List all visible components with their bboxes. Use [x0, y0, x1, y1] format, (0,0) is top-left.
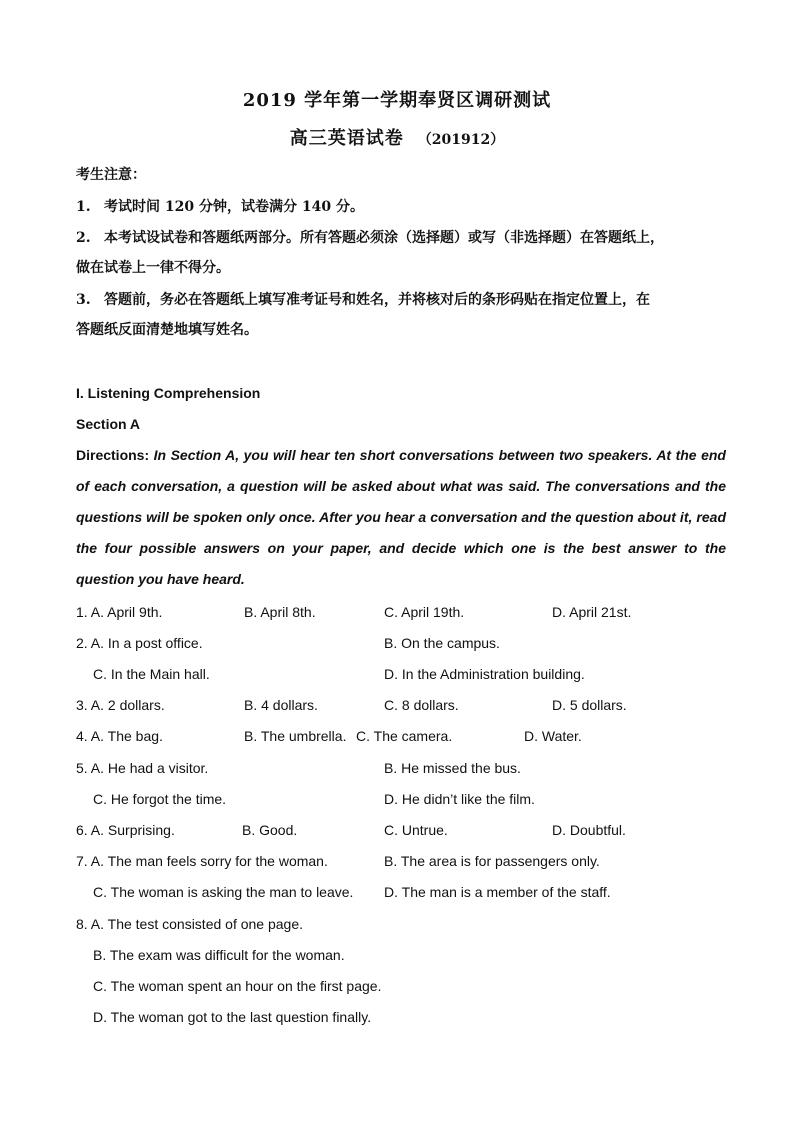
notice-item-3-continued: 答题纸反面清楚地填写姓名。 — [76, 322, 258, 338]
q1-option-d: D. April 21st. — [552, 604, 632, 620]
notice-item-number: 1. — [76, 199, 91, 215]
q2-option-b: B. On the campus. — [384, 635, 500, 651]
q5-option-a: 5. A. He had a visitor. — [76, 760, 209, 776]
q6-option-a: 6. A. Surprising. — [76, 822, 175, 838]
directions-text: In Section A, you will hear ten short conversations between two speakers. At the end of each conversation, a question will be asked about what was said. The conversations and the questions will be spoken only once. After you hear a conversation and the question about it, read the four possible answers on your paper, and decide which one is the best answer to the question you have heard. — [76, 447, 726, 587]
q6-option-b: B. Good. — [242, 822, 298, 838]
notice-item-2-continued: 做在试卷上一律不得分。 — [76, 260, 230, 276]
q8-option-b: B. The exam was difficult for the woman. — [93, 947, 345, 963]
notice-item-number: 2. — [76, 230, 91, 246]
q7-option-b: B. The area is for passengers only. — [384, 853, 600, 869]
q7-option-d: D. The man is a member of the staff. — [384, 884, 611, 900]
q8-option-d: D. The woman got to the last question finally. — [93, 1009, 372, 1025]
q1-option-b: B. April 8th. — [244, 604, 316, 620]
subtitle-text: 高三英语试卷 — [289, 128, 404, 149]
q5-option-c: C. He forgot the time. — [93, 791, 227, 807]
q7-option-c: C. The woman is asking the man to leave. — [93, 884, 354, 900]
exam-code: （201912） — [417, 132, 505, 148]
notice-item-2 — [76, 223, 726, 253]
notice-item-number: 3. — [76, 292, 91, 308]
q4-option-b: B. The umbrella. — [244, 728, 347, 744]
q4-option-a: 4. A. The bag. — [76, 728, 163, 744]
directions-label: Directions: — [76, 447, 150, 463]
notice-item-text: 本考试设试卷和答题纸两部分。所有答题必须涂（选择题）或写（非选择题）在答题纸上， — [104, 230, 664, 246]
q6-option-c: C. Untrue. — [384, 822, 448, 838]
q5-option-d: D. He didn’t like the film. — [384, 791, 535, 807]
q3-option-b: B. 4 dollars. — [244, 697, 318, 713]
section-heading: Section A — [76, 416, 141, 432]
q2-option-d: D. In the Administration building. — [384, 666, 585, 682]
exam-subtitle — [0, 124, 794, 150]
q4-option-c: C. The camera. — [356, 728, 453, 744]
notice-item-3 — [76, 285, 726, 315]
q5-option-b: B. He missed the bus. — [384, 760, 521, 776]
notice-item-text: 答题前，务必在答题纸上填写准考证号和姓名，并将核对后的条形码贴在指定位置上，在 — [104, 292, 650, 308]
notice-item-1 — [76, 192, 726, 222]
q3-option-a: 3. A. 2 dollars. — [76, 697, 165, 713]
q1-option-c: C. April 19th. — [384, 604, 465, 620]
q3-option-c: C. 8 dollars. — [384, 697, 459, 713]
directions-paragraph — [76, 440, 726, 595]
q6-option-d: D. Doubtful. — [552, 822, 626, 838]
exam-title: 2019 学年第一学期奉贤区调研测试 — [242, 90, 552, 111]
q2-option-a: 2. A. In a post office. — [76, 635, 203, 651]
q8-option-c: C. The woman spent an hour on the first page. — [93, 978, 382, 994]
q4-option-d: D. Water. — [524, 728, 582, 744]
notice-item-text: 考试时间 120 分钟，试卷满分 140 分。 — [104, 199, 364, 215]
q2-option-c: C. In the Main hall. — [93, 666, 210, 682]
q7-option-a: 7. A. The man feels sorry for the woman. — [76, 853, 328, 869]
notice-heading: 考生注意： — [76, 167, 146, 183]
part-heading: I. Listening Comprehension — [76, 385, 261, 401]
q1-option-a: 1. A. April 9th. — [76, 604, 163, 620]
q8-option-a: 8. A. The test consisted of one page. — [76, 916, 304, 932]
q3-option-d: D. 5 dollars. — [552, 697, 627, 713]
